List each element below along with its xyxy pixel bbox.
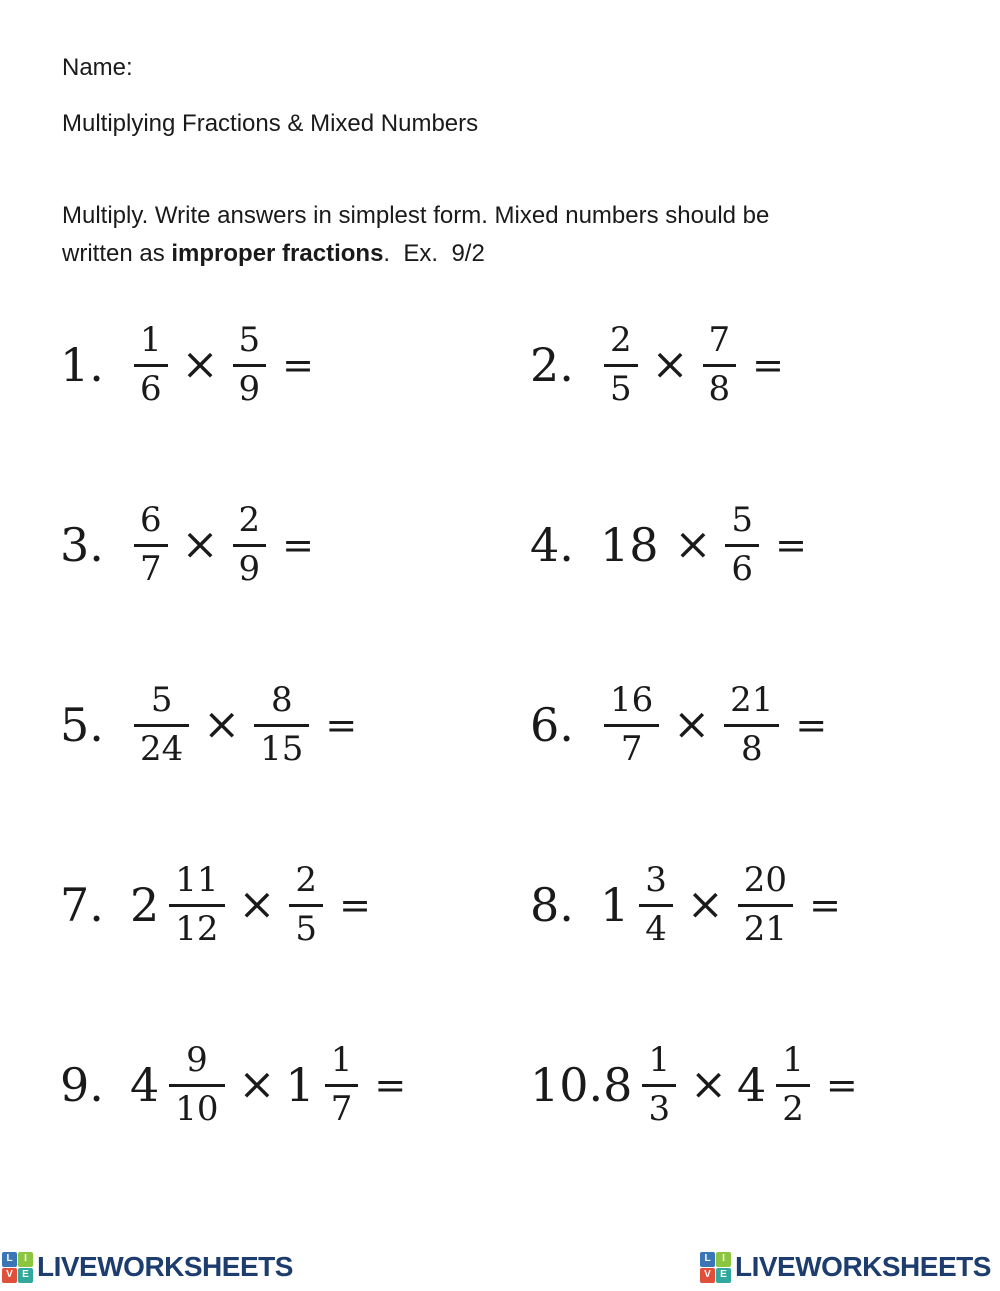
logo-letter-i: I — [18, 1252, 33, 1267]
equals-sign: = — [775, 523, 807, 567]
second-whole-number: 1 — [285, 1058, 315, 1112]
numerator: 21 — [724, 681, 779, 726]
second-fraction — [725, 501, 759, 588]
problem-10 — [530, 1041, 950, 1128]
multiplication-sign: × — [673, 699, 711, 750]
first-fraction — [134, 501, 168, 588]
problem-number: 4. — [530, 518, 574, 572]
multiplication-sign: × — [238, 1059, 276, 1110]
first-fraction — [134, 321, 168, 408]
first-fraction — [134, 681, 189, 768]
numerator: 5 — [233, 321, 267, 366]
first-whole-number: 8 — [603, 1058, 633, 1112]
first-whole-number: 1 — [600, 878, 630, 932]
instructions-line2-post: . Ex. 9/2 — [383, 240, 485, 267]
equals-sign: = — [325, 703, 358, 747]
multiplication-sign: × — [181, 519, 219, 570]
numerator: 1 — [776, 1041, 810, 1086]
second-fraction — [233, 321, 267, 408]
first-fraction — [639, 861, 673, 948]
brand-wordmark: LIVEWORKSHEETS — [735, 1251, 991, 1282]
problem-number: 5. — [60, 698, 104, 752]
problem-7 — [60, 861, 530, 948]
denominator: 5 — [295, 908, 318, 949]
denominator: 12 — [175, 908, 219, 949]
problem-number: 9. — [60, 1058, 104, 1112]
problem-4 — [530, 501, 950, 588]
numerator: 11 — [169, 861, 224, 906]
numerator: 1 — [642, 1041, 676, 1086]
numerator: 5 — [725, 501, 759, 546]
problem-number: 10. — [530, 1058, 604, 1112]
second-fraction — [254, 681, 309, 768]
problem-8 — [530, 861, 950, 948]
numerator: 16 — [604, 681, 659, 726]
denominator: 15 — [260, 728, 304, 769]
logo-letter-e: E — [18, 1268, 33, 1283]
denominator: 24 — [140, 728, 184, 769]
instructions-line2-pre: written as — [62, 240, 172, 267]
denominator: 21 — [743, 908, 788, 949]
denominator: 9 — [238, 548, 261, 589]
multiplication-sign: × — [674, 519, 712, 570]
problem-number: 2. — [530, 338, 574, 392]
denominator: 3 — [648, 1088, 671, 1129]
denominator: 6 — [140, 368, 162, 409]
numerator: 5 — [134, 681, 189, 726]
liveworksheets-grid-icon — [2, 1252, 33, 1283]
logo-letter-i: I — [716, 1252, 731, 1267]
name-label: Name: — [62, 54, 133, 81]
logo-letter-l: L — [2, 1252, 17, 1267]
numerator: 6 — [134, 501, 168, 546]
denominator: 7 — [330, 1088, 353, 1129]
denominator: 9 — [238, 368, 261, 409]
brand-wordmark: LIVEWORKSHEETS — [37, 1251, 293, 1282]
logo-letter-v: V — [2, 1268, 17, 1283]
problem-1 — [60, 321, 530, 408]
logo-letter-e: E — [716, 1268, 731, 1283]
second-fraction — [233, 501, 267, 588]
problems-grid — [60, 275, 950, 1175]
problem-9 — [60, 1041, 530, 1128]
problem-6 — [530, 681, 950, 768]
equals-sign: = — [752, 343, 784, 387]
denominator: 8 — [740, 728, 763, 769]
liveworksheets-logo-left[interactable] — [2, 1251, 293, 1283]
first-fraction — [642, 1041, 676, 1128]
equals-sign: = — [795, 703, 828, 747]
problem-3 — [60, 501, 530, 588]
numerator: 7 — [703, 321, 737, 366]
liveworksheets-grid-icon — [700, 1252, 731, 1283]
second-fraction — [776, 1041, 810, 1128]
equals-sign: = — [809, 883, 841, 927]
problem-number: 1. — [60, 338, 104, 392]
denominator: 7 — [140, 548, 162, 589]
equals-sign: = — [825, 1063, 858, 1107]
multiplication-sign: × — [690, 1059, 727, 1110]
denominator: 7 — [620, 728, 643, 769]
equals-sign: = — [374, 1063, 407, 1107]
numerator: 1 — [134, 321, 168, 366]
denominator: 4 — [645, 908, 667, 949]
problem-number: 3. — [60, 518, 104, 572]
equals-sign: = — [282, 343, 314, 387]
problem-number: 8. — [530, 878, 574, 932]
first-fraction — [169, 1041, 224, 1128]
instructions — [62, 197, 912, 273]
second-fraction — [738, 861, 793, 948]
first-fraction — [604, 321, 638, 408]
numerator: 1 — [325, 1041, 359, 1086]
equals-sign: = — [339, 883, 371, 927]
second-fraction — [703, 321, 737, 408]
second-whole-number: 4 — [736, 1058, 767, 1112]
numerator: 3 — [639, 861, 673, 906]
first-fraction — [169, 861, 224, 948]
second-fraction — [325, 1041, 359, 1128]
logo-letter-v: V — [700, 1268, 715, 1283]
numerator: 2 — [233, 501, 267, 546]
multiplication-sign: × — [238, 879, 276, 930]
problem-5 — [60, 681, 530, 768]
page-title: Multiplying Fractions & Mixed Numbers — [62, 110, 479, 137]
denominator: 10 — [175, 1088, 219, 1129]
numerator: 20 — [738, 861, 793, 906]
first-whole-number: 4 — [130, 1058, 160, 1112]
numerator: 9 — [169, 1041, 224, 1086]
problem-number: 6. — [530, 698, 574, 752]
numerator: 8 — [254, 681, 309, 726]
first-fraction — [604, 681, 659, 768]
logo-letter-l: L — [700, 1252, 715, 1267]
denominator: 6 — [731, 548, 754, 589]
numerator: 2 — [604, 321, 638, 366]
multiplication-sign: × — [203, 699, 241, 750]
second-fraction — [289, 861, 323, 948]
multiplication-sign: × — [651, 339, 689, 390]
instructions-line1: Multiply. Write answers in simplest form. Mixed numbers should be — [62, 202, 770, 229]
denominator: 5 — [610, 368, 632, 409]
multiplication-sign: × — [686, 879, 724, 930]
second-fraction — [724, 681, 779, 768]
first-whole-number: 18 — [600, 518, 659, 572]
denominator: 2 — [782, 1088, 804, 1129]
equals-sign: = — [282, 523, 314, 567]
instructions-bold: improper fractions — [171, 240, 384, 267]
problem-2 — [530, 321, 950, 408]
numerator: 2 — [289, 861, 323, 906]
problem-number: 7. — [60, 878, 104, 932]
denominator: 8 — [708, 368, 731, 409]
liveworksheets-logo-right[interactable] — [700, 1251, 991, 1283]
first-whole-number: 2 — [130, 878, 160, 932]
multiplication-sign: × — [181, 339, 219, 390]
